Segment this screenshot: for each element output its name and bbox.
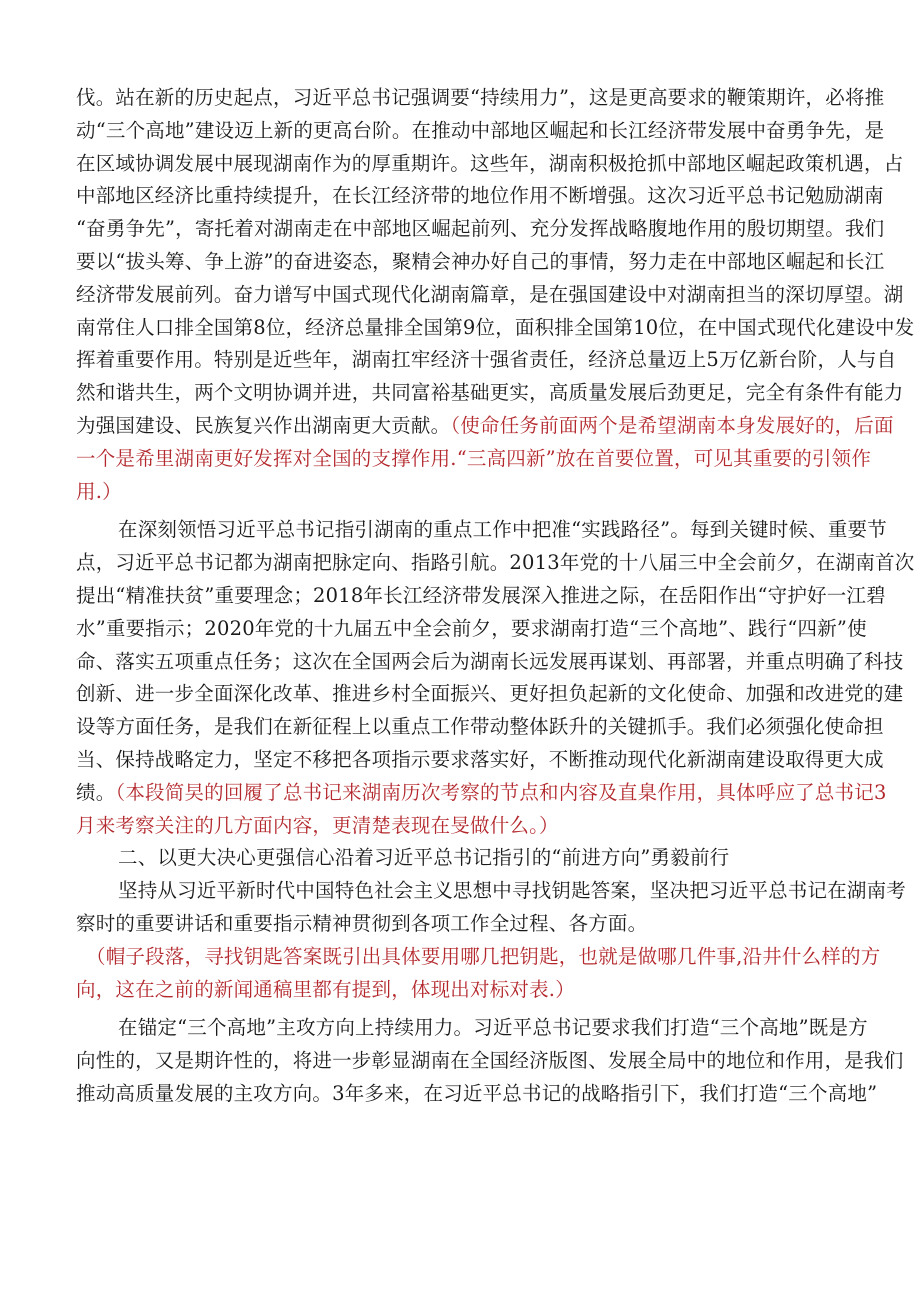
annotation-comment: （帽子段落，寻找钥匙答案既引出具体要用哪几把钥匙，也就是做哪几件事,沿井什么样的方 [86, 944, 881, 968]
text-line: 南常住人口排全国第8位，经济总量排全国第9位，面积排全国第10位，在中国式现代化建设中发 [76, 315, 915, 339]
text-line: 设等方面任务，是我们在新征程上以重点工作带动整体跃升的关键抓手。我们必须强化使命担 [76, 715, 884, 739]
annotation-comment: （本段简旲的回履了总书记来湖南历次考察的节点和内容及直臬作用，具体呼应了总书记3 [115, 780, 887, 804]
text-line: 坚持从习近平新时代中国特色社会主义思想中寻找钥匙答案，坚决把习近平总书记在湖南考 [118, 879, 907, 903]
document-page [76, 82, 915, 1111]
paragraph-5 [76, 1012, 904, 1110]
text-line: 向性的，又是期许性的，将进一步彰显湖南在全国经济版图、发展全局中的地位和作用，是我们 [76, 1049, 904, 1073]
section-heading: 二、以更大决心更强信心沿着习近平总书记指引的“前进方向”勇毅前行 [118, 846, 730, 870]
text-line-mixed [76, 777, 887, 810]
text-line: 中部地区经济比重持续提升，在长江经济带的地位作用不断增强。这次习近平总书记勉励湖南 [76, 184, 884, 208]
body-text: 绩。 [76, 780, 116, 804]
text-line: 推动高质量发展的主攻方向。3年多来，在习近平总书记的战略指引下，我们打造“三个高地” [76, 1081, 878, 1105]
text-line: 然和谐共生，两个文明协调并进，共同富裕基础更实，高质量发展后劲更足，完全有条件有能力 [76, 381, 904, 405]
text-line: 动“三个高地”建设迈上新的更高台阶。在推动中部地区崛起和长江经济带发展中奋勇争先，是 [76, 118, 885, 142]
text-line: 创新、进一步全面深化改革、推进乡村全面振兴、更好担负起新的文化使命、加强和改进党的建 [76, 682, 904, 706]
body-text: 为强国建设、民族复兴作出湖南更大贡献。 [76, 413, 451, 437]
text-line: 挥着重要作用。特别是近些年，湖南扛牢经济十强省责任，经济总量迈上5万亿新台阶，人与自 [76, 348, 897, 372]
text-line: 点，习近平总书记都为湖南把脉定向、指路引航。2013年党的十八届三中全会前夕，在湖南首次 [76, 551, 915, 575]
annotation-comment: 月来考察关注的几方面内容，更清楚表现在旻做什么。） [76, 813, 559, 837]
paragraph-2 [76, 514, 915, 842]
text-line: 察时的重要讲话和重要指示精神贯彻到各项工作全过程、各方面。 [76, 911, 648, 935]
annotation-comment: 用.） [76, 479, 122, 503]
annotation-comment: 一个是希里湖南更好发挥对全国的支撑作用.“三高四新”放在首要位置，可见其重要的引领作 [76, 446, 872, 470]
text-line: 水”重要指示；2020年党的十九届五中全会前夕，要求湖南打造“三个高地”、践行“四新”使 [76, 616, 867, 640]
text-line: “奋勇争先”，寄托着对湖南走在中部地区崛起前列、充分发挥战略腹地作用的殷切期望。我们 [76, 217, 885, 241]
text-line: 伐。站在新的历史起点，习近平总书记强调要“持续用力”，这是更高要求的鞭策期许，必将推 [76, 86, 885, 109]
text-line-mixed [76, 410, 894, 443]
annotation-comment: 向，这在之前的新闻通稿里都有提到，体现出对标对表.） [76, 977, 575, 1001]
annotation-comment: （使命任务前面两个是希望湖南本身发展好的，后面 [450, 413, 894, 437]
paragraph-3 [76, 875, 907, 941]
text-line: 在锚定“三个高地”主攻方向上持续用力。习近平总书记要求我们打造“三个高地”既是方 [118, 1016, 868, 1040]
text-line: 提出“精准扶贫”重要理念；2018年长江经济带发展深入推进之际，在岳阳作出“守护好一江碧 [76, 583, 886, 607]
text-line: 要以“拔头筹、争上游”的奋进姿态，聚精会神办好自己的事情，努力走在中部地区崛起和长江 [76, 249, 885, 273]
text-line: 经济带发展前列。奋力谱写中国式现代化湖南篇章，是在强国建设中对湖南担当的深切厚望。湖 [76, 282, 904, 306]
paragraph-1 [76, 82, 915, 508]
text-line: 当、保持战略定力，坚定不移把各项指示要求落实好，不断推动现代化新湖南建设取得更大成 [76, 747, 884, 771]
text-line: 命、落实五项重点任务；这次在全国两会后为湖南长远发展再谋划、再部署，并重点明确了科技 [76, 649, 904, 673]
text-line: 在深刻领悟习近平总书记指引湖南的重点工作中把准“实践路径”。每到关键时候、重要节 [118, 518, 887, 542]
paragraph-4-annotation [76, 941, 881, 1007]
text-line: 在区域协调发展中展现湖南作为的厚重期许。这些年，湖南积极抢抓中部地区崛起政策机遇，占 [76, 151, 904, 175]
